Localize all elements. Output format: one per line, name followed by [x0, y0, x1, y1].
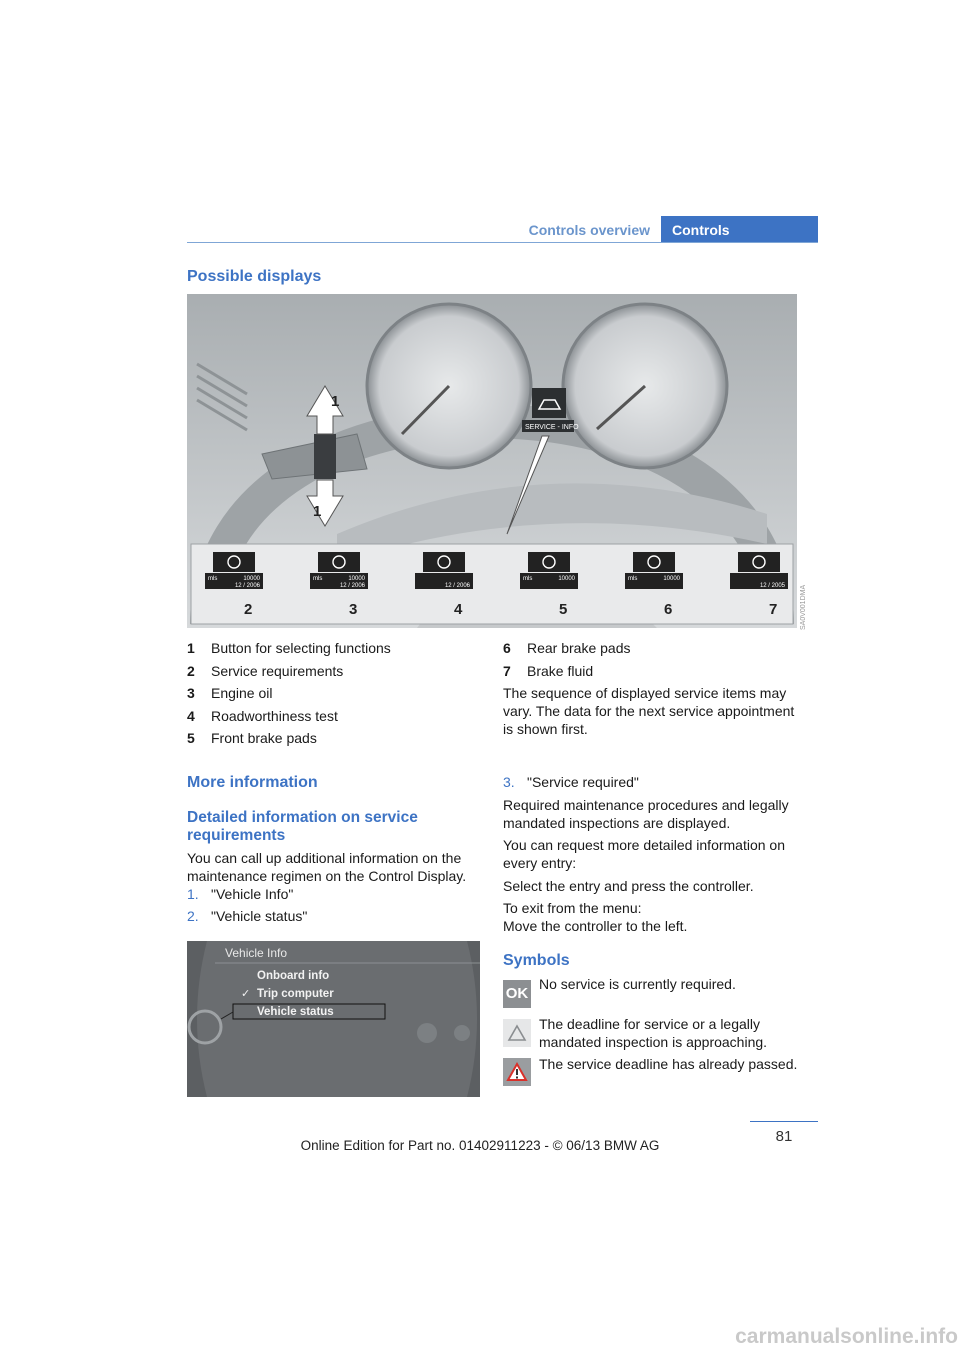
legend-item: 5 Front brake pads — [187, 730, 317, 746]
legend-item: 7 Brake fluid — [503, 662, 594, 679]
tile-icon-box — [528, 552, 570, 572]
warning-light-icon — [503, 1019, 531, 1047]
step-item: 2. "Vehicle status" — [187, 908, 308, 924]
chapter-tab[interactable]: Controls — [661, 216, 818, 243]
tile-number: 6 — [664, 601, 673, 618]
watermark: carmanualsonline.info — [735, 1325, 958, 1348]
legend-item: 2 Service requirements — [187, 662, 344, 679]
tile-icon-box — [423, 552, 465, 572]
menu-item-onboard-info[interactable]: Onboard info — [257, 970, 330, 982]
steps-list-continued — [503, 771, 639, 793]
callout-1-bottom: 1 — [313, 503, 322, 520]
tile-unit: mls — [208, 576, 218, 582]
legend-left — [187, 637, 391, 750]
display-window — [532, 388, 566, 418]
legend-item: 4 Roadworthiness test — [187, 707, 338, 724]
step-item: 1. "Vehicle Info" — [187, 886, 294, 902]
figure-code: SA0V001DMA — [800, 584, 807, 630]
request-more-text: You can request more detailed information on every entry: — [503, 837, 785, 871]
steps-list — [187, 883, 307, 927]
edition-footer: Online Edition for Part no. 01402911223 - © 06/13 BMW AG — [300, 1138, 660, 1153]
exit-menu-text: To exit from the menu: Move the controller to the left. — [503, 900, 688, 934]
symbol-ok-text: No service is currently required. — [539, 976, 736, 992]
controller-knob — [417, 1023, 437, 1043]
tile-date: 12 / 2006 — [234, 583, 260, 589]
tile-value: 10000 — [348, 576, 365, 582]
page-number: 81 — [775, 1128, 793, 1145]
tile-icon-box — [738, 552, 780, 572]
instrument-cluster-svg — [187, 294, 797, 628]
header-rule — [187, 242, 818, 243]
symbols-heading: Symbols — [503, 952, 570, 969]
tile-value: 10000 — [558, 576, 575, 582]
legend-right — [503, 637, 631, 682]
symbol-passed-text: The service deadline has already passed. — [539, 1056, 798, 1072]
legend-item: 6 Rear brake pads — [503, 640, 631, 656]
tile-icon-box — [213, 552, 255, 572]
page-number-rule — [750, 1121, 818, 1122]
callout-1-top: 1 — [331, 393, 340, 410]
display-label: SERVICE - INFO — [525, 424, 579, 431]
warning-red-icon — [503, 1058, 531, 1086]
tile-number: 2 — [244, 601, 253, 618]
tile-unit: mls — [628, 576, 638, 582]
symbol-approaching-text: The deadline for service or a legally mandated inspection is approaching. — [539, 1016, 768, 1050]
more-information-heading: More information — [187, 774, 318, 791]
tile-value: 10000 — [243, 576, 260, 582]
instrument-cluster-illustration — [187, 294, 797, 628]
tile-unit: mls — [523, 576, 533, 582]
tile-icon-box — [633, 552, 675, 572]
tile-date: 12 / 2006 — [339, 583, 365, 589]
ok-icon: OK — [503, 980, 531, 1008]
control-display-svg — [187, 941, 480, 1097]
tile-value: 10000 — [663, 576, 680, 582]
tile-strip — [191, 544, 793, 624]
select-button — [314, 434, 336, 479]
display-header: Vehicle Info — [225, 946, 288, 960]
tile-icon-box — [318, 552, 360, 572]
section-title: Controls overview — [528, 222, 650, 238]
tile-number: 3 — [349, 601, 358, 618]
legend-item: 3 Engine oil — [187, 685, 273, 701]
step-item: 3. "Service required" — [503, 774, 639, 790]
tile-unit: mls — [313, 576, 323, 582]
tile-date: 12 / 2006 — [444, 583, 470, 589]
detail-intro: You can call up additional information on the maintenance regimen on the Control Display. — [187, 850, 467, 884]
select-entry-text: Select the entry and press the controller. — [503, 878, 754, 894]
tile-number: 4 — [454, 601, 463, 618]
check-icon: ✓ — [241, 987, 251, 1000]
required-text: Required maintenance procedures and legally mandated inspections are displayed. — [503, 797, 789, 831]
detailed-information-heading: Detailed information on service requirements — [187, 809, 418, 844]
menu-item-trip-computer[interactable]: Trip computer — [257, 988, 334, 1000]
control-display-illustration — [187, 941, 480, 1097]
tile-date: 12 / 2005 — [759, 583, 785, 589]
menu-item-vehicle-status[interactable]: Vehicle status — [257, 1006, 334, 1018]
tile-number: 7 — [769, 601, 778, 618]
sequence-note: The sequence of displayed service items may vary. The data for the next service appointment is shown first. — [503, 685, 795, 737]
legend-item: 1 Button for selecting functions — [187, 640, 391, 656]
possible-displays-heading: Possible displays — [187, 268, 322, 285]
tile-number: 5 — [559, 601, 568, 618]
